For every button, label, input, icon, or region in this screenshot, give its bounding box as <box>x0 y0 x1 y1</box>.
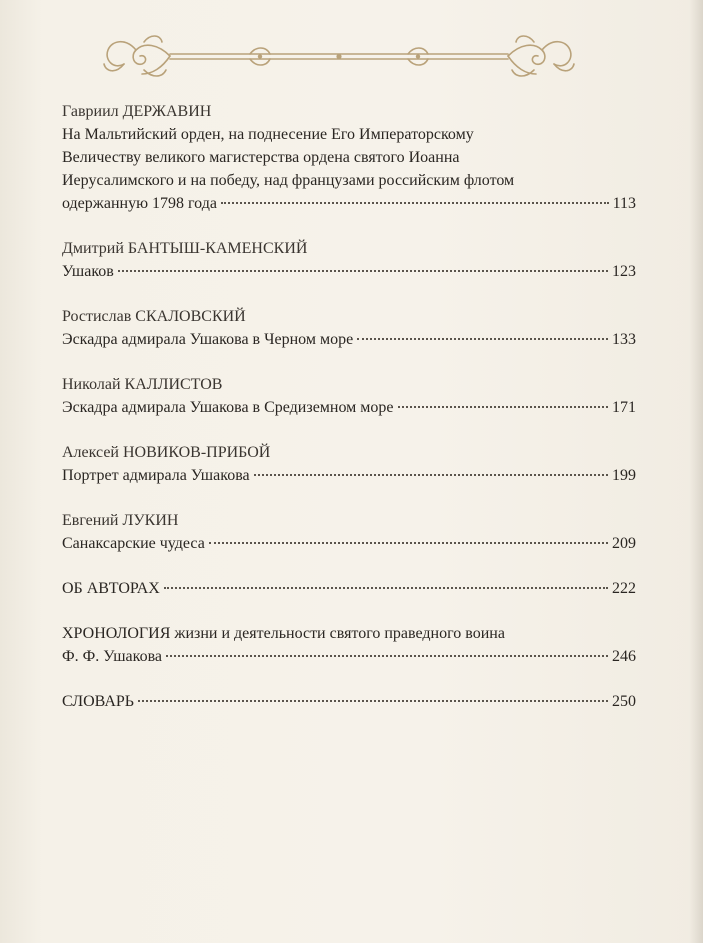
toc-entry-title-line: Иерусалимского и на победу, над французами российским флотом <box>62 172 515 189</box>
toc-entry-line <box>62 396 636 419</box>
toc-entry-line <box>62 192 636 215</box>
dot-leader <box>138 700 608 702</box>
toc-entry-author: Николай КАЛЛИСТОВ <box>62 376 223 393</box>
toc-entry-title-line: ХРОНОЛОГИЯ жизни и деятельности святого праведного воина <box>62 625 505 642</box>
toc-entry-line <box>62 260 636 283</box>
toc-entry-line <box>62 532 636 555</box>
toc-entry-line <box>62 690 636 713</box>
toc-entry-page-number: 199 <box>612 467 636 484</box>
toc-entry[interactable] <box>62 622 636 668</box>
toc-entry-title: Ушаков <box>62 263 114 280</box>
toc-entry-author: Ростислав СКАЛОВСКИЙ <box>62 308 246 325</box>
toc-entry-line <box>62 577 636 600</box>
dot-leader <box>118 270 608 272</box>
dot-leader <box>166 655 608 657</box>
toc-entry-page-number: 123 <box>612 263 636 280</box>
toc-entry-page-number: 133 <box>612 331 636 348</box>
page-edge-shadow <box>689 0 703 943</box>
toc-entry[interactable] <box>62 373 636 419</box>
dot-leader <box>209 542 608 544</box>
toc-entry-page-number: 171 <box>612 399 636 416</box>
toc-entry[interactable] <box>62 305 636 351</box>
toc-entry-title-line: Величеству великого магистерства ордена святого Иоанна <box>62 149 460 166</box>
toc-entry[interactable] <box>62 509 636 555</box>
toc-entry-title: Эскадра адмирала Ушакова в Черном море <box>62 331 354 348</box>
table-of-contents <box>62 100 636 735</box>
toc-entry[interactable] <box>62 577 636 600</box>
toc-entry[interactable] <box>62 441 636 487</box>
toc-entry-title: Портрет адмирала Ушакова <box>62 467 250 484</box>
toc-entry-title: СЛОВАРЬ <box>62 693 134 710</box>
toc-entry-author: Евгений ЛУКИН <box>62 512 179 529</box>
toc-entry-title: ОБ АВТОРАХ <box>62 580 160 597</box>
flourish-ornament-icon <box>100 30 578 86</box>
toc-entry-author: Дмитрий БАНТЫШ-КАМЕНСКИЙ <box>62 240 308 257</box>
toc-entry-line <box>62 464 636 487</box>
toc-entry-page-number: 246 <box>612 648 636 665</box>
toc-entry-page-number: 250 <box>612 693 636 710</box>
toc-entry-title: одержанную 1798 года <box>62 195 217 212</box>
dot-leader <box>164 587 608 589</box>
toc-entry-title-line: На Мальтийский орден, на поднесение Его Императорскому <box>62 126 474 143</box>
dot-leader <box>254 474 608 476</box>
dot-leader <box>398 406 608 408</box>
toc-entry-line <box>62 328 636 351</box>
toc-entry-page-number: 222 <box>612 580 636 597</box>
dot-leader <box>357 338 608 340</box>
toc-entry[interactable] <box>62 237 636 283</box>
toc-entry-author: Гавриил ДЕРЖАВИН <box>62 103 212 120</box>
dot-leader <box>221 202 609 204</box>
toc-entry-page-number: 113 <box>612 195 636 212</box>
toc-entry-title: Санаксарские чудеса <box>62 535 205 552</box>
toc-entry-page-number: 209 <box>612 535 636 552</box>
toc-entry[interactable] <box>62 100 636 215</box>
toc-entry-title: Эскадра адмирала Ушакова в Средиземном море <box>62 399 394 416</box>
toc-entry[interactable] <box>62 690 636 713</box>
toc-entry-line <box>62 645 636 668</box>
toc-entry-title: Ф. Ф. Ушакова <box>62 648 163 665</box>
toc-entry-author: Алексей НОВИКОВ-ПРИБОЙ <box>62 444 271 461</box>
